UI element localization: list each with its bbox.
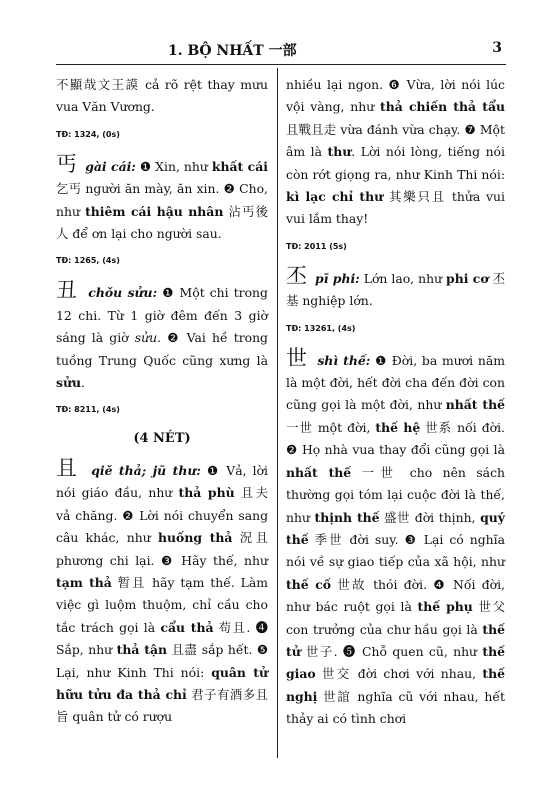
entry-suu: 丑 chǒu sửu: ❶ Một chi trong 12 chi. Từ 1 giờ đêm đến 3 giờ sáng là giờ sửu. ❷ Vai hề trong tuồng Trung Quốc cũng xưng là sửu.: [56, 278, 268, 391]
page-header: [56, 34, 506, 65]
sense-number: ❷: [167, 330, 181, 346]
pronunciation: jū thư:: [146, 462, 201, 478]
continued-paragraph: 不顯哉文王謨 cả rõ rệt thay mưu vua Văn Vương.: [56, 77, 268, 115]
entry-cai: 丐 gài cái: ❶ Xin, như khất cái 乞丐 người ăn mày, ăn xin. ❷ Cho, như thiêm cái hậu nhân 沾丐後人 để ơn lại cho người sau.: [56, 151, 268, 242]
reference-code: TĐ: 8211, (4s): [56, 405, 120, 415]
continued-paragraph: nhiều lại ngon. ❻ Vừa, lời nói lúc vội vàng, như thả chiến thả tẩu 且戰且走 vừa đánh vừa chạy. ❼ Một âm là thư. Lời nói lòng, tiếng nói còn rớt giọng ra, như Kinh Thi nói: kì lạc chỉ thư 其樂只且 thửa vui vui lắm thay!: [286, 77, 506, 227]
sense-number: ❺: [342, 643, 357, 659]
sense-number: ❶: [162, 285, 175, 301]
sense-number: ❶: [375, 352, 388, 368]
reference-code: TĐ: 2011 (5s): [286, 241, 347, 251]
sense-number: ❶: [139, 158, 152, 174]
reference-code: TĐ: 1265, (4s): [56, 256, 120, 266]
right-column: [286, 74, 505, 731]
chinese-text: 不顯哉文王謨: [56, 77, 140, 92]
sense-number: ❺: [256, 642, 268, 658]
pronunciation: qiě thả;: [91, 462, 147, 478]
pronunciation: pī phi:: [315, 270, 360, 286]
headword-char: 且: [56, 455, 80, 480]
sense-number: ❶: [207, 462, 221, 478]
headword-char: 丐: [56, 151, 78, 176]
sense-number: ❸: [404, 531, 418, 547]
pronunciation: gài cái:: [85, 158, 136, 174]
section-heading: (4 NÉT): [133, 431, 191, 447]
headword-char: 世: [286, 345, 308, 370]
sense-number: ❻: [388, 77, 402, 92]
pronunciation: chǒu sửu:: [88, 285, 158, 301]
entry-the: 世 shì thế: ❶ Đời, ba mươi năm là một đời, hết đời cha đến đời con cũng gọi là một đời, như nhất thế 一世 một đời, thế hệ 世系 nối đời. ❷ Họ nhà vua thay đổi cũng gọi là nhất thế 一世 cho nên sách thường gọi tóm lại cuộc đời là thế, như thịnh thế 盛世 đời thịnh, quý thế 季世 đời suy. ❸ Lại có nghĩa nói về sự giao tiếp của xã hội, như thế cố 世故 thói đời. ❹ Nối đời, như bác ruột gọi là thế phụ 世父 con trưởng của chư hầu gọi là thế tử 世子. ❺ Chỗ quen cũ, như thế giao 世交 đời chơi với nhau, thế nghị 世誼 nghĩa cũ với nhau, hết thảy ai có tình chơi: [286, 345, 505, 727]
page-number: 3: [492, 40, 502, 56]
entry-tha: 且 qiě thả; jū thư: ❶ Vả, lời nói giáo đầu, như thả phù 且夫 vả chăng. ❷ Lời nói chuyển sang câu khác, như huống thả 況且 phương chi lại. ❸ Hãy thế, như tạm thả 暂且 hãy tạm thế. Làm việc gì luộm thuộm, chỉ cầu cho tắc trách gọi là cẩu thả 苟且. ❹ Sắp, như thả tận 且盡 sắp hết. ❺ Lại, như Kinh Thi nói: quân tử hữu tửu đa thả chỉ 君子有酒多且旨 quân tử có rượu: [56, 455, 269, 725]
pronunciation: shì thế:: [317, 352, 371, 368]
sense-number: ❼: [464, 121, 476, 137]
page-title: 1. BỘ NHẤT 一部: [168, 43, 297, 59]
left-column: [56, 74, 268, 729]
sense-number: ❸: [161, 552, 175, 568]
sense-number: ❷: [286, 442, 298, 458]
sense-number: ❹: [255, 619, 268, 635]
sense-number: ❷: [223, 181, 235, 197]
sense-number: ❷: [122, 507, 135, 523]
headword-char: 丑: [56, 278, 79, 303]
reference-code: TĐ: 13261, (4s): [286, 323, 356, 333]
entry-phi: 丕 pī phi: Lớn lao, như phi cơ 丕基 nghiệp lớn.: [286, 263, 505, 309]
column-divider: [277, 68, 278, 758]
headword-char: 丕: [286, 263, 308, 288]
sense-number: ❹: [433, 576, 447, 592]
reference-code: TĐ: 1324, (0s): [56, 129, 120, 139]
